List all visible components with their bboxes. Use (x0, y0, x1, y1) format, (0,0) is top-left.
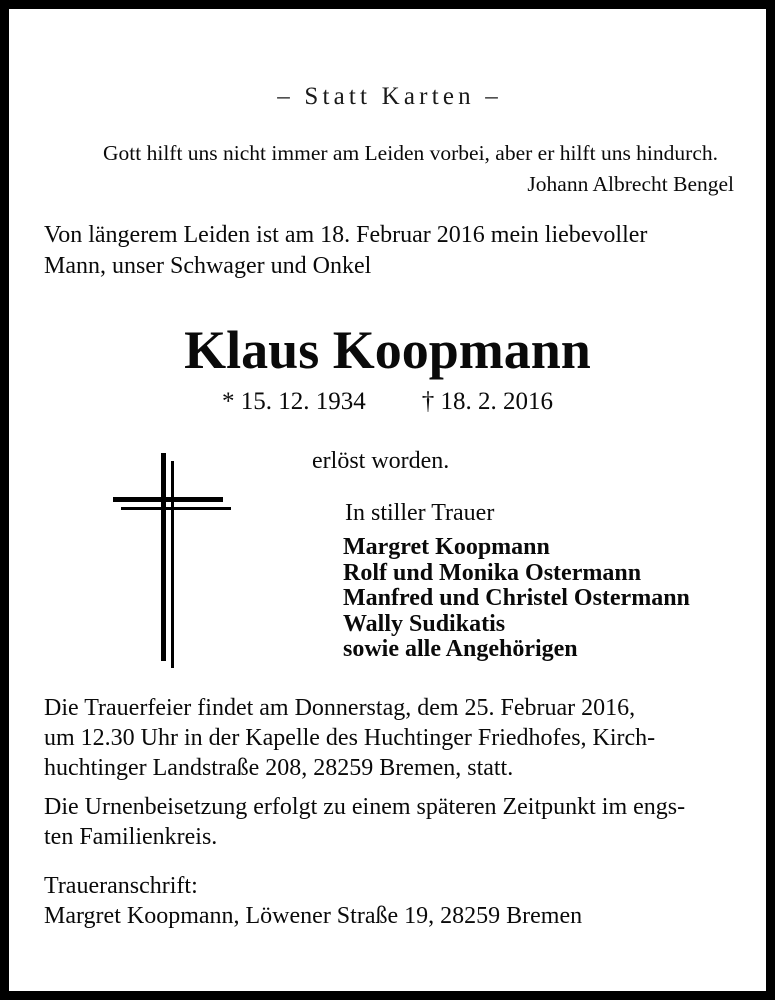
urn-line-1: Die Urnenbeisetzung erfolgt zu einem späteren Zeitpunkt im engs- (44, 794, 686, 820)
quote-block (103, 138, 734, 200)
notice-inner-area (9, 9, 766, 991)
list-item: sowie alle Angehörigen (343, 636, 578, 662)
intro-line-2: Mann, unser Schwager und Onkel (44, 253, 372, 279)
statt-karten-header: – Statt Karten – (277, 83, 502, 110)
funeral-line-1: Die Trauerfeier findet am Donnerstag, dem 25. Februar 2016, (44, 695, 636, 721)
mourning-heading: In stiller Trauer (345, 500, 495, 526)
list-item: Wally Sudikatis (343, 610, 506, 637)
urn-line-2: ten Familienkreis. (44, 824, 218, 850)
cross-icon (113, 453, 243, 668)
deceased-name: Klaus Koopmann (184, 320, 591, 380)
address-value: Margret Koopmann, Löwener Straße 19, 28259 Bremen (44, 903, 583, 929)
funeral-line-3: huchtinger Landstraße 208, 28259 Bremen, statt. (44, 755, 514, 781)
cross-horizontal-thin (121, 507, 231, 510)
address-label: Traueranschrift: (44, 873, 198, 899)
death-date: † 18. 2. 2016 (421, 388, 553, 415)
funeral-paragraph (44, 693, 734, 783)
list-item: Manfred und Christel Ostermann (343, 585, 690, 611)
address-block (44, 871, 734, 931)
cross-horizontal-thick (113, 497, 223, 502)
released-text: erlöst worden. (312, 448, 450, 474)
intro-paragraph (44, 220, 734, 282)
list-item: Rolf und Monika Ostermann (343, 559, 642, 586)
life-dates (9, 388, 766, 416)
list-item: Margret Koopmann (343, 534, 550, 560)
quote-text: Gott hilft uns nicht immer am Leiden vorbei, aber er hilft uns hindurch. (103, 141, 718, 165)
birth-date: * 15. 12. 1934 (222, 388, 366, 415)
cross-vertical-thick (161, 453, 166, 661)
mourners-list (343, 535, 690, 663)
funeral-line-2: um 12.30 Uhr in der Kapelle des Huchtinger Friedhofes, Kirch- (44, 725, 656, 751)
intro-line-1: Von längerem Leiden ist am 18. Februar 2016 mein liebevoller (44, 222, 648, 248)
quote-author: Johann Albrecht Bengel (527, 172, 734, 196)
urn-paragraph (44, 792, 734, 852)
cross-vertical-thin (171, 461, 174, 668)
